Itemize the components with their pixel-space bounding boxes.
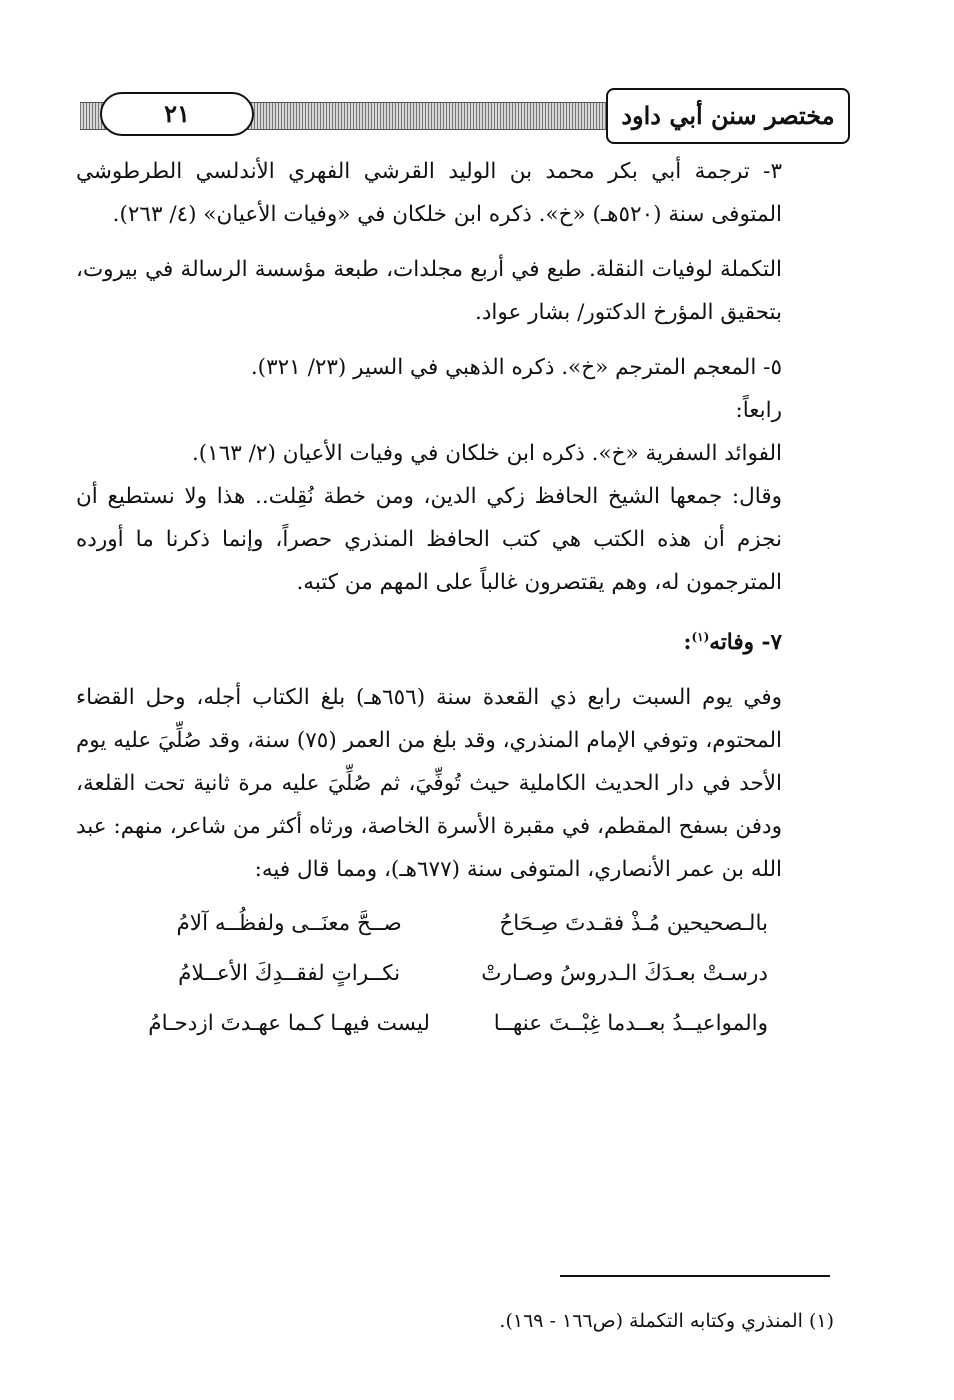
- page-number: ٢١: [100, 92, 254, 136]
- elegy-poem: [76, 899, 838, 1049]
- paragraph-mujam: ٥- المعجم المترجم «خ». ذكره الذهبي في السير (٢٣/ ٣٢١).: [250, 355, 782, 380]
- verse-first-hemistich: والمواعيــدُ بعــدما غِبْــتَ عنهــا: [493, 1011, 768, 1037]
- poem-verse: [76, 999, 838, 1049]
- section-heading-death: [76, 616, 838, 664]
- section-rabian: رابعاً:: [735, 398, 782, 423]
- verse-second-hemistich: ليست فيهـا كـما عهـدتَ ازدحـامُ: [148, 1011, 430, 1037]
- paragraph-tartushi: ٣- ترجمة أبي بكر محمد بن الوليد القرشي الفهري الأندلسي الطرطوشي المتوفى سنة (٥٢٠هـ) «خ». ذكره ابن خلكان في «وفيات الأعيان» (٤/ ٢٦٣).: [76, 159, 782, 227]
- verse-first-hemistich: درسـتْ بعـدَكَ الـدروسُ وصـارتْ: [481, 961, 768, 987]
- footnote-separator: [560, 1275, 830, 1277]
- main-text: [76, 150, 838, 1049]
- verse-first-hemistich: بالـصحيحين مُـذْ فقـدتَ صِـحَاحُ: [499, 911, 768, 937]
- paragraph-death: وفي يوم السبت رابع ذي القعدة سنة (٦٥٦هـ) بلغ الكتاب أجله، وحل القضاء المحتوم، وتوفي الإمام المنذري، وقد بلغ من العمر (٧٥) سنة، وقد صُلِّيَ عليه يوم الأحد في دار الحديث الكاملية حيث تُوفِّيَ، ثم صُلِّيَ عليه مرة ثانية تحت القلعة، ودفن بسفح المقطم، في مقبرة الأسرة الخاصة، ورثاه أكثر من شاعر، منهم: عبد الله بن عمر الأنصاري، المتوفى سنة (٦٧٧هـ)، ومما قال فيه:: [76, 685, 782, 883]
- poem-verse: [76, 899, 838, 949]
- verse-second-hemistich: نكــراتٍ لفقــدِكَ الأعــلامُ: [178, 961, 401, 987]
- page-header: [80, 86, 850, 146]
- paragraph-conclusion: وقال: جمعها الشيخ الحافظ زكي الدين، ومن خطة نُقِلت.. هذا ولا نستطيع أن نجزم أن هذه الكتب هي كتب الحافظ المنذري حصراً، وإنما ذكرنا ما أورده المترجمون له، وهم يقتصرون غالباً على المهم من كتبه.: [76, 484, 782, 595]
- verse-second-hemistich: صــحَّ معنَــى ولفظُــه آلامُ: [176, 911, 402, 937]
- footnote: (١) المنذري وكتابه التكملة (ص١٦٦ - ١٦٩).: [499, 1310, 834, 1332]
- paragraph-fawaid: الفوائد السفرية «خ». ذكره ابن خلكان في وفيات الأعيان (٢/ ١٦٣).: [191, 441, 782, 466]
- heading-text: ٧- وفاته: [709, 630, 782, 656]
- poem-verse: [76, 949, 838, 999]
- paragraph-takmila: التكملة لوفيات النقلة. طبع في أربع مجلدات، طبعة مؤسسة الرسالة في بيروت، بتحقيق المؤرخ الدكتور/ بشار عواد.: [76, 257, 782, 325]
- footnote-marker: (١): [691, 630, 710, 644]
- heading-colon: :: [683, 630, 692, 656]
- book-title: مختصر سنن أبي داود: [606, 88, 850, 144]
